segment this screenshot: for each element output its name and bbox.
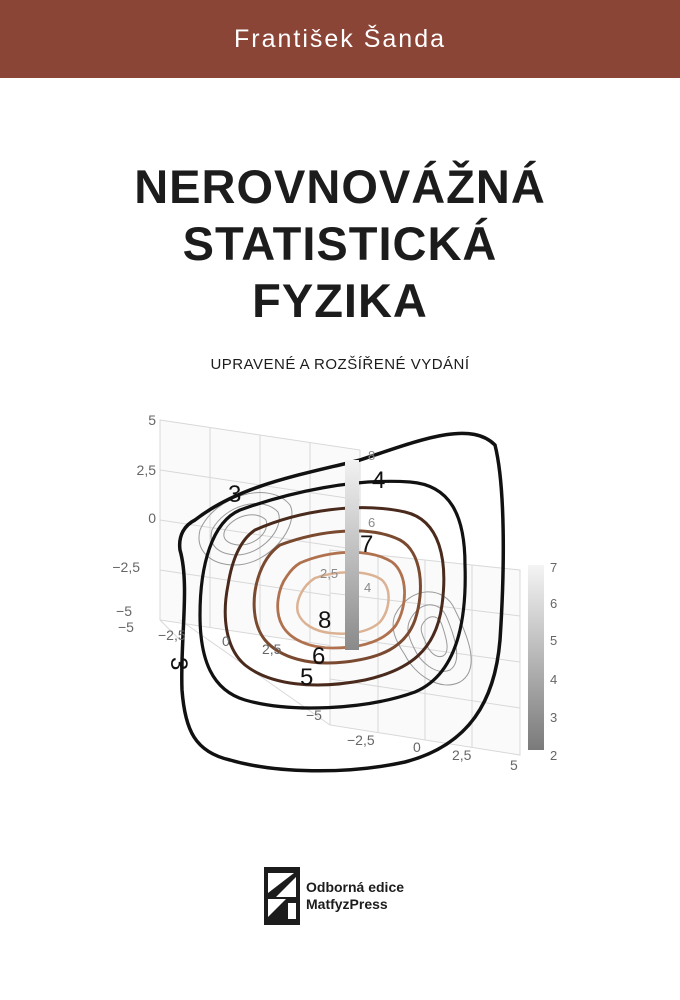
publisher-block (264, 867, 404, 925)
title-line-3: FYZIKA (252, 274, 428, 327)
contour-label: 7 (360, 531, 374, 558)
author-name: František Šanda (233, 24, 447, 53)
matfyzpress-logo-icon (264, 867, 300, 925)
back-axis-tick: 2,5 (262, 641, 282, 657)
left-axis-tick: 2,5 (136, 462, 156, 478)
colorbar-tick: 4 (550, 672, 558, 687)
front-axis-tick: −5 (306, 707, 322, 723)
colorbar-tick-labels (550, 560, 557, 763)
title-line-1: NEROVNOVÁŽNÁ (134, 160, 546, 213)
front-axis-tick: 0 (413, 739, 421, 755)
front-axis-tick: −2,5 (347, 732, 375, 748)
contour-plot-illustration (0, 400, 680, 800)
mid-scale-tick: 8 (368, 448, 376, 463)
left-axis-tick: 5 (148, 412, 156, 428)
left-axis-tick: −2,5 (112, 559, 140, 575)
colorbar-tick: 5 (550, 633, 558, 648)
mid-scale-tick: 6 (368, 515, 376, 530)
colorbar-tick: 2 (550, 748, 558, 763)
back-axis-tick: −2,5 (158, 627, 186, 643)
cover-contour-figure (0, 400, 680, 800)
contour-label: 6 (312, 643, 326, 670)
middle-gradient-scale (345, 460, 359, 650)
contour-label: 8 (318, 607, 332, 634)
front-axis-tick: 5 (510, 757, 518, 773)
colorbar-tick: 3 (550, 710, 558, 725)
publisher-name (306, 879, 404, 913)
colorbar-tick: 7 (550, 560, 558, 575)
contour-label: 3 (165, 657, 192, 671)
contour-label: 3 (228, 481, 242, 508)
title-line-2: STATISTICKÁ (182, 217, 498, 270)
book-title (0, 158, 680, 329)
contour-label: 4 (372, 467, 386, 494)
front-axis-tick: 2,5 (452, 747, 472, 763)
edition-subtitle: UPRAVENÉ A ROZŠÍŘENÉ VYDÁNÍ (210, 356, 470, 373)
left-axis-tick-labels (112, 412, 156, 619)
back-axis-tick: −5 (118, 619, 134, 635)
publisher-line-2: MatfyzPress (306, 896, 388, 912)
colorbar (528, 565, 544, 750)
mid-scale-tick: 2,5 (320, 566, 339, 581)
left-axis-tick: −5 (116, 603, 132, 619)
mid-scale-tick: 4 (364, 580, 372, 595)
left-axis-tick: 0 (148, 510, 156, 526)
publisher-line-1: Odborná edice (306, 879, 405, 895)
back-axis-tick: 0 (222, 633, 230, 649)
author-band (0, 0, 680, 78)
colorbar-tick: 6 (550, 596, 558, 611)
contour-label: 5 (300, 664, 314, 691)
